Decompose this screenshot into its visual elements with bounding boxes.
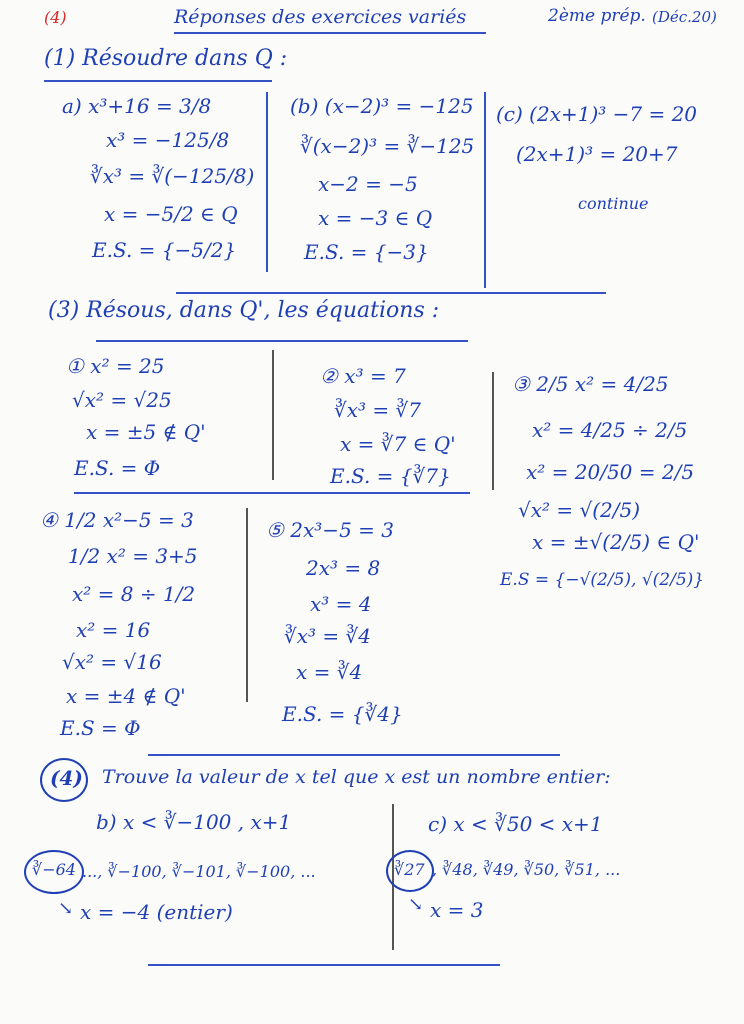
ex4-b-line: x = −4 (entier) (80, 900, 233, 924)
ex3-1-line: √x² = √25 (72, 388, 172, 412)
page-mark: (4) (44, 8, 67, 27)
divider (492, 372, 494, 490)
ex3-3-line: √x² = √(2/5) (518, 498, 641, 522)
ex1-a-line: x = −5/2 ∈ Q (104, 202, 238, 226)
page-title: Réponses des exercices variés (174, 6, 467, 28)
ex3-5-line: E.S. = {∛4} (282, 702, 403, 726)
ex3-5-line: ⑤ 2x³−5 = 3 (266, 518, 394, 542)
divider (484, 92, 486, 288)
ex4-title: Trouve la valeur de x tel que x est un nombre entier: (102, 766, 611, 788)
ex1-underline (44, 80, 272, 82)
divider (272, 350, 274, 480)
ex3-underline (96, 340, 468, 342)
ex3-4-line: 1/2 x² = 3+5 (68, 544, 198, 568)
ex3-3-line: x² = 4/25 ÷ 2/5 (532, 418, 688, 442)
section-divider (148, 754, 560, 756)
ex4-b-line: ..., ∛−100, ∛−101, ∛−100, ... (82, 862, 316, 881)
ex1-a-line: x³ = −125/8 (106, 128, 230, 152)
ex3-5-line: x³ = 4 (310, 592, 372, 616)
ex4-b-line: ∛−64 (32, 860, 76, 879)
ex1-b-line: x−2 = −5 (318, 172, 418, 196)
ex4-c-line: , ∛48, ∛49, ∛50, ∛51, ... (432, 860, 621, 879)
ex3-3-line: E.S = {−√(2/5), √(2/5)} (500, 570, 705, 590)
ex3-2-line: x = ∛7 ∈ Q' (340, 432, 456, 456)
ex3-2-line: ② x³ = 7 (320, 364, 406, 388)
arrow-icon: ↘ (408, 894, 424, 915)
ex3-5-line: 2x³ = 8 (306, 556, 381, 580)
divider (266, 92, 268, 272)
ex3-title: (3) Résous, dans Q', les équations : (48, 298, 440, 323)
section-divider (176, 292, 606, 294)
ex3-4-line: E.S = Φ (60, 716, 141, 740)
ex3-4-line: x² = 8 ÷ 1/2 (72, 582, 196, 606)
ex1-a-line: a) x³+16 = 3/8 (62, 94, 212, 118)
ex3-5-line: x = ∛4 (296, 660, 363, 684)
ex1-a-line: ∛x³ = ∛(−125/8) (90, 164, 255, 188)
ex3-2-line: ∛x³ = ∛7 (334, 398, 421, 422)
ex1-b-line: ∛(x−2)³ = ∛−125 (300, 134, 475, 158)
ex3-2-line: E.S. = {∛7} (330, 464, 451, 488)
ex4-badge: (4) (50, 766, 83, 790)
title-underline (174, 32, 486, 34)
ex3-1-line: x = ±5 ∉ Q' (86, 420, 206, 444)
ex4-c-line: c) x < ∛50 < x+1 (428, 812, 603, 836)
bottom-rule (148, 964, 500, 966)
class-label: 2ème prép. (548, 6, 646, 26)
ex3-3-line: ③ 2/5 x² = 4/25 (512, 372, 669, 396)
divider (246, 508, 248, 702)
ex1-c-line: continue (578, 194, 649, 213)
ex3-4-line: √x² = √16 (62, 650, 162, 674)
ex1-b-line: (b) (x−2)³ = −125 (290, 94, 474, 118)
ex1-b-line: E.S. = {−3} (304, 240, 429, 264)
ex1-title: (1) Résoudre dans Q : (44, 46, 288, 71)
arrow-icon: ↘ (58, 898, 74, 919)
ex3-5-line: ∛x³ = ∛4 (284, 624, 371, 648)
ex3-4-line: x = ±4 ∉ Q' (66, 684, 186, 708)
ex3-1-line: E.S. = Φ (74, 456, 161, 480)
ex1-c-line: (2x+1)³ = 20+7 (516, 142, 678, 166)
ex3-1-line: ① x² = 25 (66, 354, 165, 378)
ex3-3-line: x² = 20/50 = 2/5 (526, 460, 695, 484)
ex3-4-line: x² = 16 (76, 618, 151, 642)
ex1-a-line: E.S. = {−5/2} (92, 238, 237, 262)
ex3-3-line: x = ±√(2/5) ∈ Q' (532, 530, 700, 554)
ex1-c-line: (c) (2x+1)³ −7 = 20 (496, 102, 698, 126)
ex4-b-line: b) x < ∛−100 , x+1 (96, 810, 292, 834)
row-divider (74, 492, 470, 494)
ex3-4-line: ④ 1/2 x²−5 = 3 (40, 508, 194, 532)
ex4-c-line: x = 3 (430, 898, 484, 922)
ex4-c-line: ∛27 (394, 860, 425, 879)
date-label: (Déc.20) (652, 8, 717, 26)
ex1-b-line: x = −3 ∈ Q (318, 206, 433, 230)
